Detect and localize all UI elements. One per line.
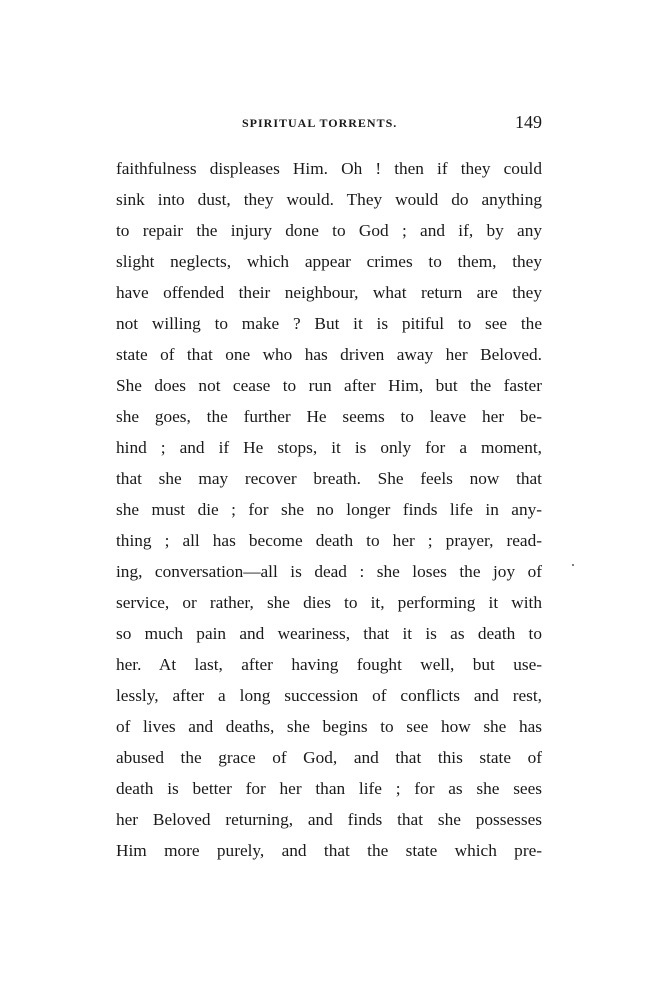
text-line: state of that one who has driven away her Beloved. <box>116 345 542 364</box>
text-line: She does not cease to run after Him, but the faster <box>116 376 542 395</box>
text-line: have offended their neighbour, what return are they <box>116 283 542 302</box>
text-line: not willing to make ? But it is pitiful to see the <box>116 314 542 333</box>
text-line: slight neglects, which appear crimes to them, they <box>116 252 542 271</box>
text-line: faithfulness displeases Him. Oh ! then if they could <box>116 159 542 178</box>
text-line: sink into dust, they would. They would do anything <box>116 190 542 209</box>
text-line: Him more purely, and that the state which pre- <box>116 841 542 860</box>
body-text <box>116 153 542 866</box>
text-line: she must die ; for she no longer finds life in any- <box>116 500 542 519</box>
scan-speck <box>572 564 574 566</box>
text-line: to repair the injury done to God ; and if, by any <box>116 221 542 240</box>
text-line: thing ; all has become death to her ; prayer, read- <box>116 531 542 550</box>
text-line: abused the grace of God, and that this state of <box>116 748 542 767</box>
text-line: ing, conversation—all is dead : she loses the joy of <box>116 562 542 581</box>
text-line: her. At last, after having fought well, but use- <box>116 655 542 674</box>
text-line: service, or rather, she dies to it, performing it with <box>116 593 542 612</box>
running-head <box>116 112 542 136</box>
running-title: SPIRITUAL TORRENTS. <box>242 116 398 130</box>
text-line: she goes, the further He seems to leave her be- <box>116 407 542 426</box>
page-number: 149 <box>515 112 542 132</box>
text-line: hind ; and if He stops, it is only for a moment, <box>116 438 542 457</box>
text-line: lessly, after a long succession of conflicts and rest, <box>116 686 542 705</box>
text-line: death is better for her than life ; for as she sees <box>116 779 542 798</box>
text-line: her Beloved returning, and finds that she possesses <box>116 810 542 829</box>
text-line: so much pain and weariness, that it is as death to <box>116 624 542 643</box>
text-line: that she may recover breath. She feels now that <box>116 469 542 488</box>
text-line: of lives and deaths, she begins to see how she has <box>116 717 542 736</box>
